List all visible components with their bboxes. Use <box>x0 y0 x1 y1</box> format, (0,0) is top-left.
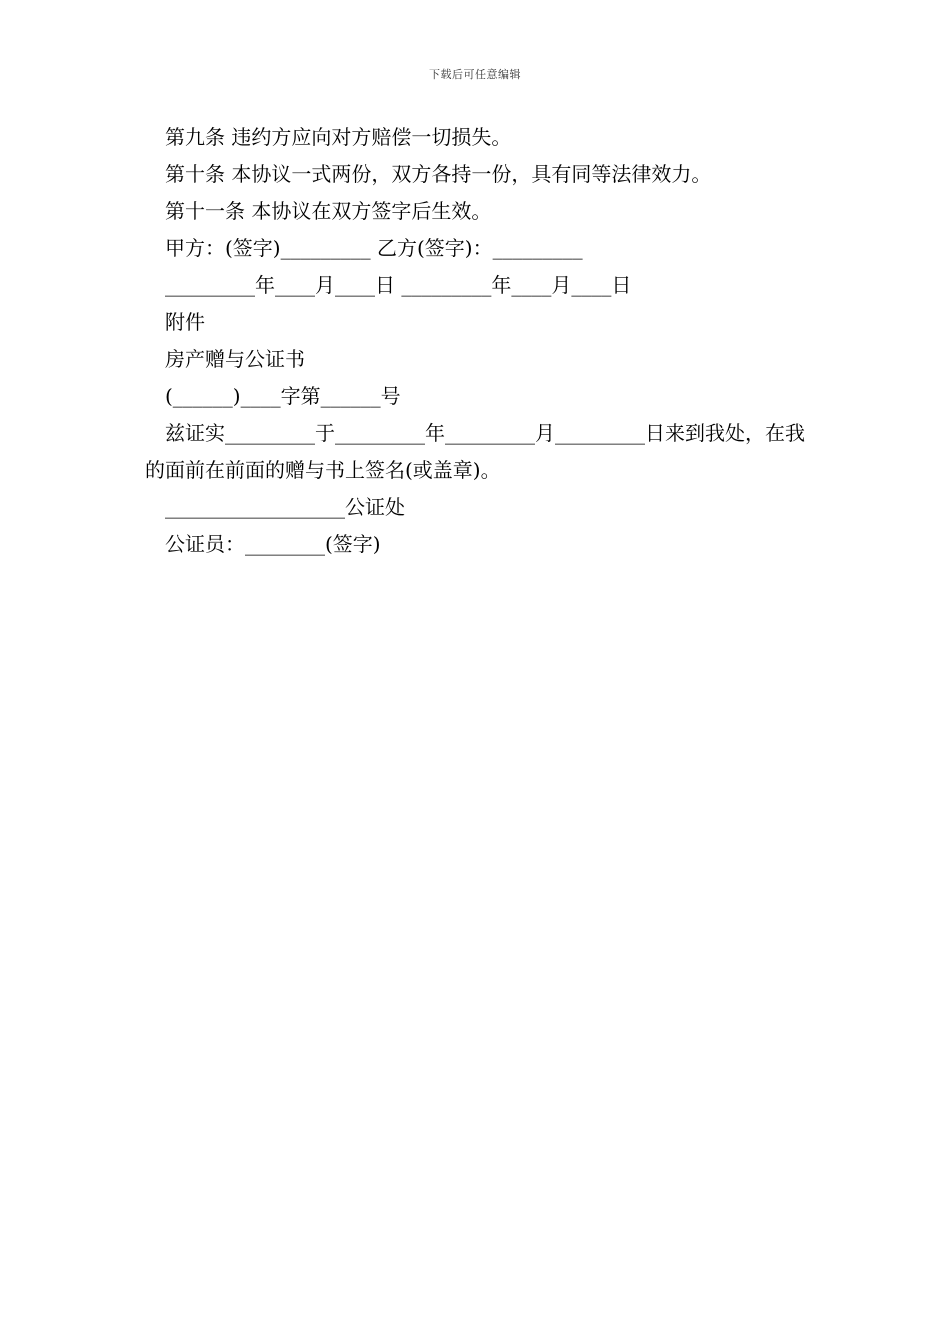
notary-signature-line: 公证员：________(签字) <box>165 532 381 556</box>
clause-9: 第九条 违约方应向对方赔偿一切损失。 <box>165 125 512 149</box>
document-body <box>145 119 815 563</box>
date-line: _________年____月____日 _________年____月____日 <box>165 273 632 297</box>
attachment-label: 附件 <box>165 310 205 334</box>
clause-10: 第十条 本协议一式两份，双方各持一份，具有同等法律效力。 <box>165 162 712 186</box>
page-header: 下载后可任意编辑 <box>429 68 521 81</box>
notary-office-line: __________________公证处 <box>165 495 405 519</box>
certification-paragraph: 兹证实_________于_________年_________月_________日来到我处，在我的面前在前面的赠与书上签名(或盖章)。 <box>145 421 805 482</box>
certificate-title: 房产赠与公证书 <box>165 347 305 371</box>
certificate-number: (______)____字第______号 <box>165 384 401 408</box>
signature-line: 甲方：(签字)_________ 乙方(签字)：_________ <box>165 236 583 260</box>
clause-11: 第十一条 本协议在双方签字后生效。 <box>165 199 492 223</box>
